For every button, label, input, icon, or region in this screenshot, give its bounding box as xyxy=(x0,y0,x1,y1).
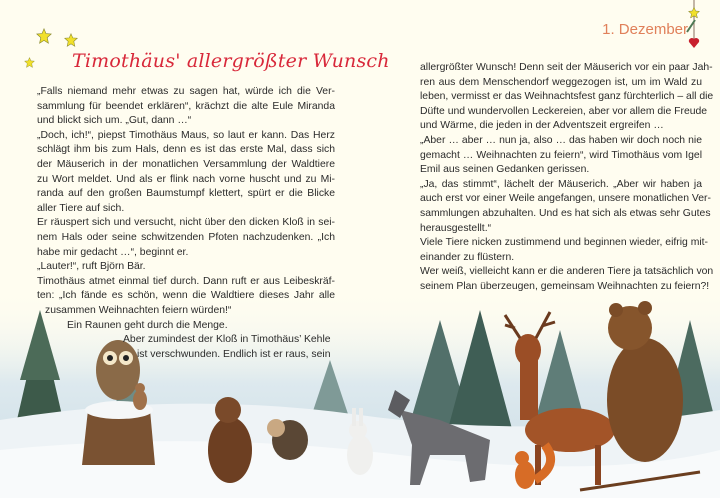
text-line: ten: „Ich fände es schön, wenn die Waldtiere dieses Jahr alle xyxy=(37,290,335,302)
text-line: Emil aus seinen Gedanken gerissen. xyxy=(420,164,590,176)
text-line: „Falls niemand mehr etwas zu sagen hat, würde ich die Ver- xyxy=(37,86,335,97)
text-line: Wer weiß, vielleicht kann er die anderen Tiere ja tatsächlich von xyxy=(420,266,714,278)
star-icon xyxy=(64,33,78,47)
chapter-date: 1. Dezember xyxy=(602,21,688,38)
text-line: auch erst vor einer Weile angefangen, unsere monatlichen Ver- xyxy=(420,193,711,205)
text-line: „Aber … aber … nun ja, also … das haben wir doch noch nie xyxy=(420,134,702,146)
text-line: „Lauter!“, ruft Björn Bär. xyxy=(37,261,146,273)
text-line: ren aus dem Menschendorf weggezogen ist, um im Wald zu xyxy=(420,76,702,88)
text-line: herausgestellt.“ xyxy=(420,222,492,234)
text-line: Aber zumindest der Kloß in Timothäus’ Kehle xyxy=(123,334,331,346)
text-line: einander zu flüstern. xyxy=(420,251,515,263)
text-line: Er räuspert sich und versucht, nicht über den dicken Kloß in sei- xyxy=(37,217,335,229)
text-line: schlägt ihm bis zum Hals, denn es ist das erste Mal, dass sich xyxy=(37,144,335,156)
text-line: Timothäus atmet einmal tief durch. Dann ruft er aus Leibeskräf- xyxy=(37,275,335,287)
heart-icon xyxy=(689,38,699,48)
star-icon xyxy=(24,57,35,68)
text-line: zusammen Weihnachten feiern würden!“ xyxy=(45,304,232,316)
star-icon xyxy=(36,28,52,44)
text-line: habe mir gedacht …“, beginnt er. xyxy=(37,246,189,258)
text-line: nem Hals oder seine schwitzenden Pfoten nachzudenken. „Ich xyxy=(37,231,335,243)
text-line: Düfte und wundervollen Leckereien, aber vor allem die Freude xyxy=(420,105,708,117)
right-text-column xyxy=(420,61,714,295)
text-line: „Doch, ich!“, piepst Timothäus Maus, so laut er kann. Das Herz xyxy=(37,129,335,141)
text-line: leben, vermisst er das Weihnachtsfest ganz fürchterlich – all die xyxy=(420,91,714,103)
story-title: Timothäus' allergrößter Wunsch xyxy=(72,50,390,72)
text-line: sammlungen abzuhalten. Und es hat sich als etwas sehr Gutes xyxy=(420,207,711,219)
text-line: zu Wort meldet. Und als er flink nach vorne huscht und zu Mi- xyxy=(37,173,335,185)
text-line: und Wärme, die jeden in der Adventszeit ergreifen … xyxy=(420,120,664,132)
text-line: „Ja, das stimmt“, lächelt der Mäuserich. „Aber wir haben ja xyxy=(420,178,702,190)
hanging-ornament-icon xyxy=(682,0,704,50)
text-line: ist verschwunden. Endlich ist er raus, sein xyxy=(137,348,331,360)
text-line: aller Tiere auf sich. xyxy=(37,202,125,214)
text-line: sammlung für beendet erklären“, krächzt die alte Eule Miranda xyxy=(37,100,335,112)
text-line: randa auf den großen Baumstumpf klettert, spürt er die Blicke xyxy=(37,188,335,200)
text-line: der Mäuserich in der monatlichen Versammlung der Waldtiere xyxy=(37,158,335,170)
left-text-column xyxy=(37,85,335,362)
text-line: Viele Tiere nicken zustimmend und beginnen wieder, eifrig mit- xyxy=(420,237,709,249)
right-page xyxy=(360,0,720,498)
text-line: allergrößter Wunsch! Denn seit der Mäuserich vor ein paar Jah- xyxy=(420,62,713,73)
text-line: gemacht … Weihnachten zu feiern“, wird Timothäus vom Igel xyxy=(420,149,702,161)
text-line: und blickt sich um. „Gut, dann …“ xyxy=(37,115,192,127)
text-line: seinem Plan überzeugen, gemeinsam Weihnachten zu feiern?! xyxy=(420,280,710,292)
text-line: Ein Raunen geht durch die Menge. xyxy=(67,319,228,331)
